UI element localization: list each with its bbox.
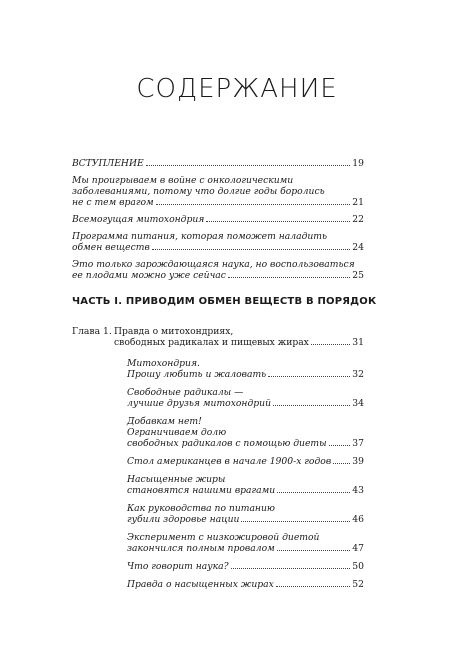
dot-leader: [241, 521, 350, 522]
dot-leader: [277, 492, 350, 493]
toc-entry-line: [72, 270, 364, 281]
toc-entry-text: закончился полным провалом: [127, 543, 275, 554]
toc-entry-text: ее плодами можно уже сейчас: [72, 270, 226, 281]
toc-entry: [72, 259, 364, 281]
toc-entry-line: [72, 197, 364, 208]
dot-leader: [273, 405, 350, 406]
toc-entry: [127, 532, 364, 554]
page-title: СОДЕРЖАНИЕ: [136, 74, 338, 104]
toc-entry-text: не с тем врагом: [72, 197, 154, 208]
dot-leader: [311, 344, 350, 345]
page-number: 39: [352, 456, 364, 467]
page-number: 34: [352, 398, 364, 409]
toc-entry-text: заболеваниями, потому что долгие годы боролись: [72, 186, 325, 197]
toc-entry: [72, 175, 364, 208]
toc-entry-text: становятся нашими врагами: [127, 485, 276, 496]
page-number: 21: [352, 197, 364, 208]
toc-entry-text: Мы проигрываем в войне с онкологическими: [72, 175, 294, 186]
front-matter-toc: [72, 158, 364, 281]
toc-entry-text: Ограничиваем долю: [127, 427, 227, 438]
toc-entry: [72, 231, 364, 253]
toc-entry-text: Как руководства по питанию: [127, 503, 275, 514]
dot-leader: [156, 204, 350, 205]
toc-entry-text: свободных радикалов с помощью диеты: [127, 438, 327, 449]
toc-entry-text: обмен веществ: [72, 242, 150, 253]
dot-leader: [329, 445, 350, 446]
dot-leader: [268, 376, 350, 377]
page-number: 25: [352, 270, 364, 281]
toc-entry-text: Митохондрия.: [127, 358, 200, 369]
toc-entry-text: Программа питания, которая поможет наладить: [72, 231, 328, 242]
dot-leader: [152, 249, 350, 250]
toc-entry-line: [127, 438, 364, 449]
toc-entry-text: губили здоровье нации: [127, 514, 240, 525]
toc-entry-text: Правда о насыщенных жирах: [127, 579, 274, 590]
page-number: 52: [352, 579, 364, 590]
toc-entry: [72, 214, 364, 225]
toc-entry-text: ВСТУПЛЕНИЕ: [72, 158, 144, 169]
toc-entry-line: [127, 485, 364, 496]
toc-entry-text: Правда о митохондриях,: [114, 326, 234, 337]
toc-entry: [127, 387, 364, 409]
dot-leader: [206, 221, 350, 222]
toc-entry-line: [127, 398, 364, 409]
page-number: 32: [352, 369, 364, 380]
toc-entry-line: [72, 242, 364, 253]
toc-entry-line: [72, 214, 364, 225]
toc-entry-text: Стол американцев в начале 1900-х годов: [127, 456, 332, 467]
page-number: 46: [352, 514, 364, 525]
toc-entry-text: лучшие друзья митохондрий: [127, 398, 272, 409]
dot-leader: [231, 568, 351, 569]
dot-leader: [146, 165, 350, 166]
page-number: 22: [352, 214, 364, 225]
chapter-sections-toc: [127, 358, 364, 590]
toc-entry: [127, 416, 364, 449]
dot-leader: [276, 586, 350, 587]
dot-leader: [228, 277, 350, 278]
toc-entry-text: Что говорит наука?: [127, 561, 229, 572]
chapter-title: [114, 326, 364, 348]
page-number: 19: [352, 158, 364, 169]
toc-entry-text: Эксперимент с низкожировой диетой: [127, 532, 320, 543]
toc-entry-text: Свободные радикалы —: [127, 387, 244, 398]
page-number: 37: [352, 438, 364, 449]
page-number: 24: [352, 242, 364, 253]
toc-entry: [72, 158, 364, 169]
chapter-label: Глава 1.: [72, 326, 112, 337]
page-number: 31: [352, 337, 364, 348]
toc-entry-text: свободных радикалах и пищевых жирах: [114, 337, 309, 348]
page-number: 50: [352, 561, 364, 572]
toc-entry-text: Прошу любить и жаловать: [127, 369, 267, 380]
toc-entry-text: Всемогущая митохондрия: [72, 214, 205, 225]
toc-entry-line: [127, 561, 364, 572]
toc-entry-text: Добавкам нет!: [127, 416, 202, 427]
toc-entry-line: [127, 514, 364, 525]
page-number: 47: [352, 543, 364, 554]
dot-leader: [277, 550, 350, 551]
toc-entry-text: Насыщенные жиры: [127, 474, 226, 485]
toc-entry: [127, 561, 364, 572]
toc-entry-text: Это только зарождающаяся наука, но воспользоваться: [72, 259, 355, 270]
toc-entry: [127, 358, 364, 380]
page-number: 43: [352, 485, 364, 496]
toc-entry-line: [127, 579, 364, 590]
toc-entry: [127, 503, 364, 525]
toc-entry: [127, 456, 364, 467]
toc-entry: [127, 474, 364, 496]
dot-leader: [333, 463, 350, 464]
toc-entry-line: [127, 369, 364, 380]
toc-entry-line: [127, 543, 364, 554]
toc-entry: [114, 326, 364, 348]
toc-entry-line: [127, 456, 364, 467]
toc-entry: [127, 579, 364, 590]
part-heading: ЧАСТЬ I. ПРИВОДИМ ОБМЕН ВЕЩЕСТВ В ПОРЯДОК: [72, 296, 377, 307]
toc-entry-line: [72, 158, 364, 169]
toc-entry-line: [114, 337, 364, 348]
